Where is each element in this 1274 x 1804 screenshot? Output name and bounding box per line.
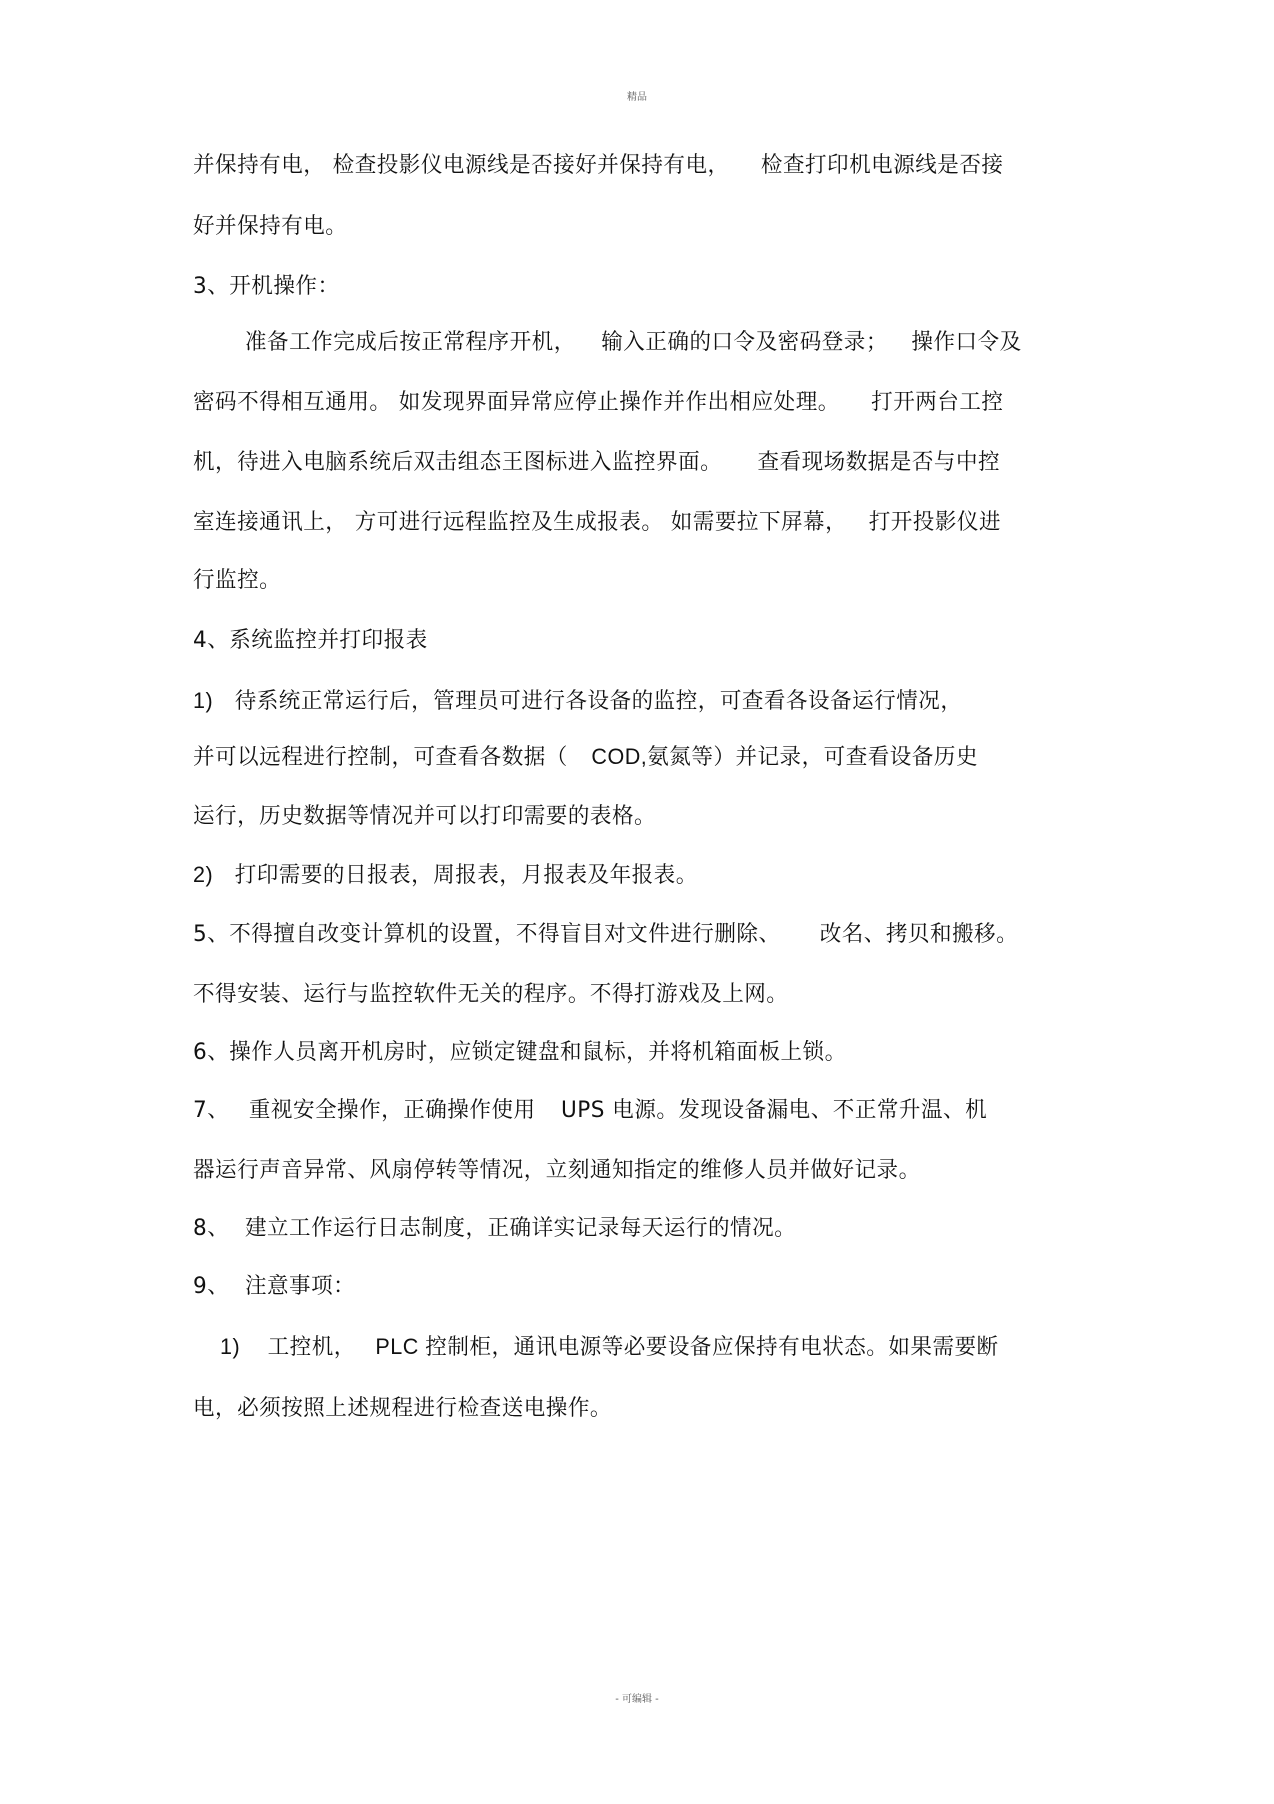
section-heading-6: 6、操作人员离开机房时，应锁定键盘和鼠标，并将机箱面板上锁。 <box>193 1040 847 1065</box>
section-heading-7: 7、 重视安全操作，正确操作使用 UPS 电源。发现设备漏电、不正常升温、机 <box>193 1098 988 1123</box>
list-item-9-1: 1) 工控机， PLC 控制柜，通讯电源等必要设备应保持有电状态。如果需要断 <box>220 1334 999 1360</box>
section-heading-8: 8、 建立工作运行日志制度，正确详实记录每天运行的情况。 <box>193 1216 797 1241</box>
text-line: 并保持有电， 检查投影仪电源线是否接好并保持有电， 检查打印机电源线是否接 <box>193 153 1004 178</box>
text-line: 行监控。 <box>193 568 282 593</box>
text-line: 并可以远程进行控制，可查看各数据（ COD,氨氮等）并记录，可查看设备历史 <box>193 744 979 770</box>
list-item-4-1: 1) 待系统正常运行后，管理员可进行各设备的监控，可查看各设备运行情况， <box>193 688 963 714</box>
text-line: 室连接通讯上， 方可进行远程监控及生成报表。 如需要拉下屏幕， 打开投影仪进 <box>193 510 1002 535</box>
page-footer: - 可编辑 - <box>615 1694 659 1705</box>
section-heading-3: 3、开机操作： <box>193 274 340 299</box>
text-line: 机，待进入电脑系统后双击组态王图标进入监控界面。 查看现场数据是否与中控 <box>193 450 1001 475</box>
text-line: 密码不得相互通用。 如发现界面异常应停止操作并作出相应处理。 打开两台工控 <box>193 390 1004 415</box>
section-heading-5: 5、不得擅自改变计算机的设置，不得盲目对文件进行删除、 改名、拷贝和搬移。 <box>193 922 1019 947</box>
text-line: 器运行声音异常、风扇停转等情况，立刻通知指定的维修人员并做好记录。 <box>193 1158 921 1183</box>
text-line: 好并保持有电。 <box>193 214 348 239</box>
section-heading-9: 9、 注意事项： <box>193 1274 356 1299</box>
list-item-4-2: 2) 打印需要的日报表，周报表，月报表及年报表。 <box>193 862 698 888</box>
text-line: 电，必须按照上述规程进行检查送电操作。 <box>193 1396 612 1421</box>
page-header: 精品 <box>627 92 647 103</box>
text-line: 运行，历史数据等情况并可以打印需要的表格。 <box>193 804 657 829</box>
text-line: 准备工作完成后按正常程序开机， 输入正确的口令及密码登录； 操作口令及 <box>245 330 1022 355</box>
section-heading-4: 4、系统监控并打印报表 <box>193 628 428 653</box>
text-line: 不得安装、运行与监控软件无关的程序。不得打游戏及上网。 <box>193 982 789 1007</box>
